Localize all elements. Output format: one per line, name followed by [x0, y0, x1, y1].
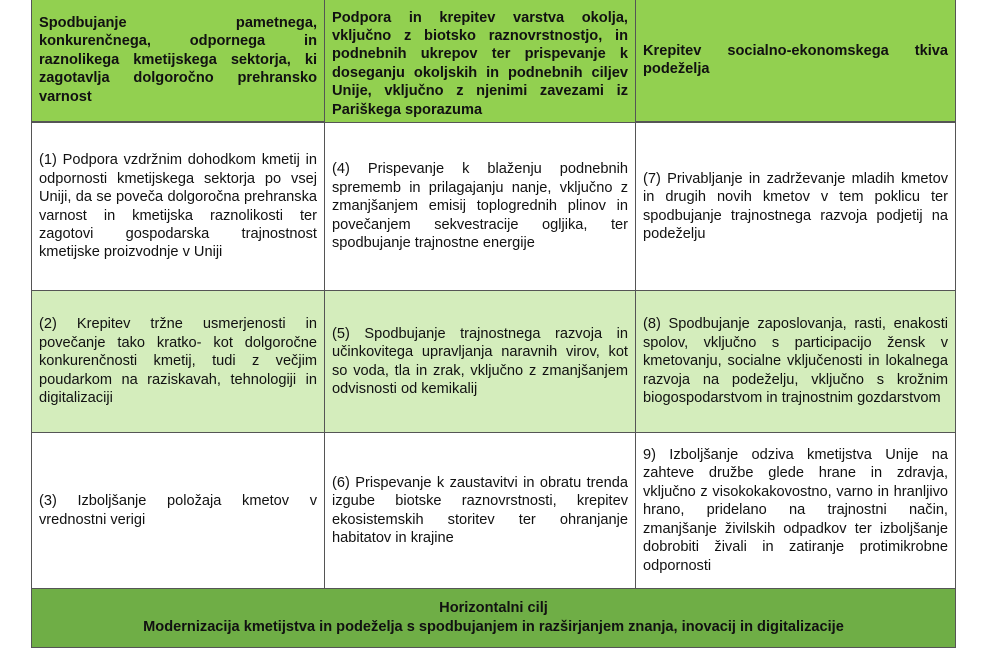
objective-cell-8 — [635, 290, 956, 433]
objective-text-3: (3) Izboljšanje položaja kmetov v vrednostni verigi — [39, 493, 317, 528]
horizontal-objective — [31, 588, 956, 648]
header-cell-3 — [635, 0, 956, 122]
objective-text-4: (4) Prispevanje k blaženju podnebnih sprememb in prilagajanju nanje, vključno z zmanjšanjem emisij toplogrednih plinov in povečanjem sekvestracije ogljika, ter spodbujanje trajnostne energije — [332, 161, 628, 252]
objective-cell-1 — [31, 122, 325, 291]
header-cell-2 — [324, 0, 636, 124]
objectives-table — [31, 0, 956, 660]
horizontal-objective-title: Horizontalni cilj — [439, 600, 548, 616]
header-text-3: Krepitev socialno-ekonomskega tkiva podeželja — [643, 42, 948, 77]
objective-cell-4 — [324, 122, 636, 291]
objective-cell-3 — [31, 432, 325, 589]
objective-cell-6 — [324, 432, 636, 589]
objective-cell-7 — [635, 122, 956, 291]
objective-text-2: (2) Krepitev tržne usmerjenosti in povečanje tako kratko- kot dolgoročne konkurenčnosti kmetij, tudi z večjim poudarkom na raziskavah, tehnologiji in digitalizaciji — [39, 316, 317, 407]
objective-text-7: (7) Privabljanje in zadrževanje mladih kmetov in drugih novih kmetov v tem poklicu ter spodbujanje trajnostnega razvoja podjetij na podeželju — [643, 170, 948, 242]
header-cell-1 — [31, 0, 325, 122]
objective-text-6: (6) Prispevanje k zaustavitvi in obratu trenda izgube biotske raznovrstnosti, krepitev ekosistemskih storitev ter ohranjanje habitatov in krajine — [332, 474, 628, 546]
horizontal-objective-text: Modernizacija kmetijstva in podeželja s spodbujanjem in razširjanjem znanja, inovacij in digitalizacije — [143, 619, 844, 635]
objective-cell-9 — [635, 432, 956, 589]
objective-text-5: (5) Spodbujanje trajnostnega razvoja in učinkovitega upravljanja naravnih virov, kot so voda, tla in zrak, vključno z zmanjšanjem odvisnosti od kemikalij — [332, 325, 628, 397]
objective-text-8: (8) Spodbujanje zaposlovanja, rasti, enakosti spolov, vključno s participacijo žensk v kmetovanju, socialne vključenosti in lokalnega razvoja na podeželju, vključno s krožnim biogospodarstvom in trajnostnim gozdarstvom — [643, 316, 948, 407]
header-text-1: Spodbujanje pametnega, konkurenčnega, odpornega in raznolikega kmetijskega sektorja, ki zagotavlja dolgoročno prehransko varnost — [39, 14, 317, 105]
objective-text-9: 9) Izboljšanje odziva kmetijstva Unije na zahteve družbe glede hrane in zdravja, vključno z visokokakovostno, varno in hranljivo hrano, pridelano na trajnostni način, zmanjšanje živilskih odpadkov ter izboljšanje dobrobiti živali in zatiranje protimikrobne odpornosti — [643, 447, 948, 574]
objective-cell-2 — [31, 290, 325, 433]
objective-text-1: (1) Podpora vzdržnim dohodkom kmetij in odpornosti kmetijskega sektorja po vsej Uniji, da se poveča dolgoročna prehranska varnost in kmetijska raznolikosti ter zagotovi gospodarska trajnostnost kmetijske proizvodnje v Uniji — [39, 152, 317, 261]
header-text-2: Podpora in krepitev varstva okolja, vključno z biotsko raznovrstnostjo, in podnebnih ukrepov ter prispevanje k doseganju okoljskih in podnebnih ciljev Unije, vključno z njenimi zavezami iz Pariškega sporazuma — [332, 9, 628, 118]
objective-cell-5 — [324, 290, 636, 433]
